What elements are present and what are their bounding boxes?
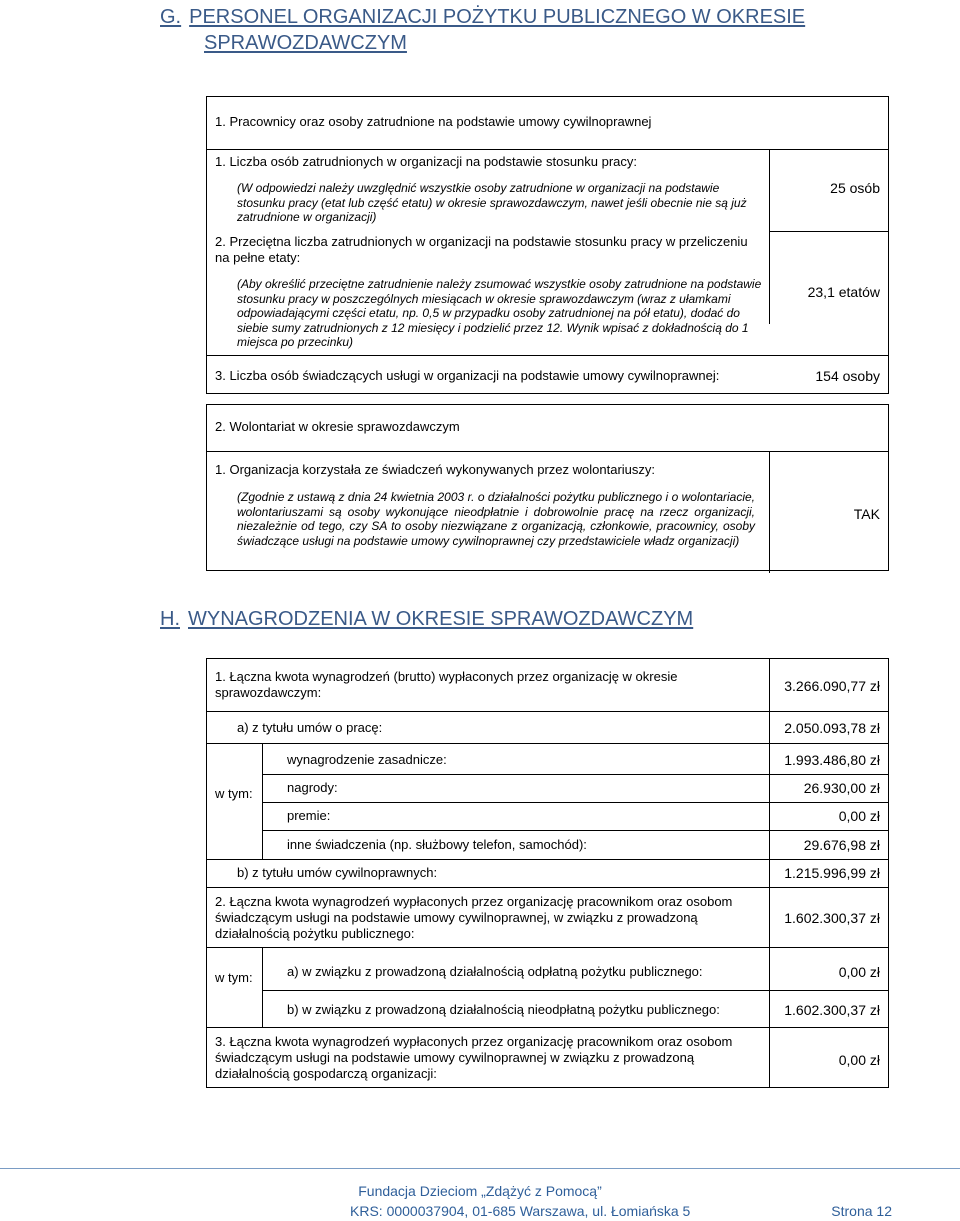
section-h-title: WYNAGRODZENIA W OKRESIE SPRAWOZDAWCZYM <box>188 608 694 630</box>
employees-item2-note: (Aby określić przeciętne zatrudnienie należy zsumować wszystkie osoby zatrudnione na podstawie stosunku pracy w poszczególnych miesiącach w okresie sprawozdawczym (wraz z ułamkami odpowiadającymi części etatu, np. 0,5 w przypadku osoby zatrudnionej na pół etatu), dodać do siebie sumy zatrudnionych z 12 miesięcy i podzielić przez 12. Wynik wpisać z dokładnością do 1 miejsca po przecinku) <box>237 277 762 349</box>
w-tym-label: w tym: <box>215 786 253 801</box>
wages-row3-label: 3. Łączna kwota wynagrodzeń wypłaconych przez organizację pracownikom oraz osobom świadczącym usługi na podstawie umowy cywilnoprawnej w związku z prowadzoną działalnością gospodarczą organizacji: <box>215 1034 733 1081</box>
wages-row3-value: 0,00 zł <box>838 1052 880 1068</box>
wages-row1-value: 3.266.090,77 zł <box>784 678 880 694</box>
employees-item3-label: 3. Liczba osób świadczących usługi w organizacji na podstawie umowy cywilnoprawnej: <box>215 368 720 383</box>
footer-organization: Fundacja Dzieciom „Zdążyć z Pomocą” <box>358 1183 602 1199</box>
section-h-heading <box>160 606 693 632</box>
wages-row2-sub-value: 0,00 zł <box>838 964 880 980</box>
wages-sub-value: 29.676,98 zł <box>803 837 880 853</box>
employees-item1-note: (W odpowiedzi należy uwzględnić wszystkie osoby zatrudnione w organizacji na podstawie stosunku pracy (etat lub część etatu) w okresie sprawozdawczym, nawet jeśli obecnie nie są już zatrudnione w organizacji) <box>237 181 747 224</box>
wages-row-a-label: a) z tytułu umów o pracę: <box>237 720 383 735</box>
wages-row2-label: 2. Łączna kwota wynagrodzeń wypłaconych przez organizację pracownikom oraz osobom świadczącym usługi na podstawie umowy cywilnoprawnej, w związku z prowadzoną działalnością pożytku publicznego: <box>215 894 733 941</box>
wages-row-a-value: 2.050.093,78 zł <box>784 720 880 736</box>
footer-address: KRS: 0000037904, 01-685 Warszawa, ul. Łomiańska 5 <box>350 1203 691 1219</box>
table-row <box>207 711 888 744</box>
table-employees <box>206 96 889 394</box>
section-g-heading <box>160 4 920 56</box>
section-g-title-line2: SPRAWOZDAWCZYM <box>204 32 407 54</box>
employees-item2-value: 23,1 etatów <box>807 284 880 300</box>
wages-row1-label: 1. Łączna kwota wynagrodzeń (brutto) wypłaconych przez organizację w okresie sprawozdawczym: <box>215 669 678 700</box>
employees-item1-value: 25 osób <box>830 180 880 196</box>
wages-row-b-label: b) z tytułu umów cywilnoprawnych: <box>237 865 438 880</box>
wages-row-b-value: 1.215.996,99 zł <box>784 865 880 881</box>
wages-sub-label: nagrody: <box>287 780 338 795</box>
table-row <box>207 859 888 888</box>
w-tym-label: w tym: <box>215 970 253 985</box>
volunteers-heading: 2. Wolontariat w okresie sprawozdawczym <box>215 419 460 434</box>
section-g-letter: G. <box>160 6 182 28</box>
table-row <box>207 1027 888 1090</box>
table-row <box>207 659 888 711</box>
employees-item3-value: 154 osoby <box>815 368 880 384</box>
wages-row2-sub-label: b) w związku z prowadzoną działalnością nieodpłatną pożytku publicznego: <box>287 1002 720 1017</box>
employees-heading-row <box>207 97 888 149</box>
volunteers-item1-value: TAK <box>853 506 880 522</box>
table-row <box>207 149 888 349</box>
employees-item1-label: 1. Liczba osób zatrudnionych w organizacji na podstawie stosunku pracy: <box>215 154 638 169</box>
footer-page-number: Strona 12 <box>831 1203 892 1219</box>
wages-w-tym-block <box>207 743 888 860</box>
employees-item2-label: 2. Przeciętna liczba zatrudnionych w organizacji na podstawie stosunku pracy w przeliczeniu na pełne etaty: <box>215 234 748 265</box>
wages-row2-sub-value: 1.602.300,37 zł <box>784 1002 880 1018</box>
table-volunteers <box>206 404 889 571</box>
volunteers-item1-label: 1. Organizacja korzystała ze świadczeń wykonywanych przez wolontariuszy: <box>215 462 656 477</box>
footer-divider <box>0 1168 960 1169</box>
wages-sub-value: 0,00 zł <box>838 808 880 824</box>
wages-sub-label: inne świadczenia (np. służbowy telefon, samochód): <box>287 837 587 852</box>
wages-row2-sub-label: a) w związku z prowadzoną działalnością odpłatną pożytku publicznego: <box>287 964 703 979</box>
volunteers-item1-note: (Zgodnie z ustawą z dnia 24 kwietnia 2003 r. o działalności pożytku publicznego i o wolontariacie, wolontariuszami są osoby wykonujące nieodpłatnie i dobrowolnie pracę na rzecz organizacji, niezależnie od tego, czy SA to osoby niezwiązane z organizacją, członkowie, pracownicy, osoby świadczące usługi na podstawie umowy cywilnoprawnej czy przedstawiciele władz organizacji) <box>237 490 755 548</box>
section-h-letter: H. <box>160 608 180 630</box>
volunteers-heading-row <box>207 405 888 451</box>
wages-sub-label: premie: <box>287 808 331 823</box>
section-g-title-line1: PERSONEL ORGANIZACJI POŻYTKU PUBLICZNEGO W OKRESIE <box>189 6 806 28</box>
table-row <box>207 451 888 573</box>
table-row <box>207 355 888 396</box>
employees-heading: 1. Pracownicy oraz osoby zatrudnione na podstawie umowy cywilnoprawnej <box>215 114 652 129</box>
wages-sub-value: 1.993.486,80 zł <box>784 752 880 768</box>
wages-sub-label: wynagrodzenie zasadnicze: <box>287 752 447 767</box>
table-wages <box>206 658 889 1088</box>
wages-row2-w-tym-block <box>207 947 888 1028</box>
wages-row2-value: 1.602.300,37 zł <box>784 910 880 926</box>
wages-sub-value: 26.930,00 zł <box>803 780 880 796</box>
table-row <box>207 887 888 948</box>
